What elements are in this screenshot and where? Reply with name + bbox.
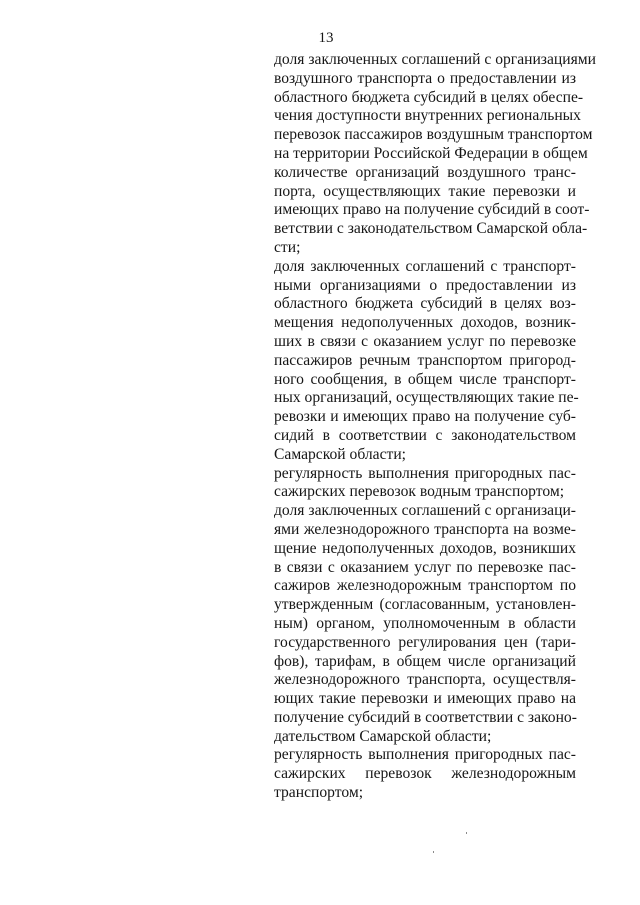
text-line: ными организациями о предоставлении из (274, 276, 576, 294)
text-line: порта, осуществляющих такие перевозки и (274, 182, 576, 200)
text-line: регулярность выполнения пригородных пас- (274, 464, 576, 482)
text-line: имеющих право на получение субсидий в соот- (274, 201, 590, 219)
text-line: щение недополученных доходов, возникших (274, 539, 576, 557)
text-line: ных организаций, осуществляющих такие пе- (274, 389, 579, 407)
text-line: фов), тарифам, в общем числе организаций (274, 652, 576, 670)
text-line: ших в связи с оказанием услуг по перевозке (274, 332, 576, 350)
scan-speck (433, 851, 434, 853)
text-line: перевозок пассажиров воздушным транспортом (274, 126, 593, 144)
text-line: доля заключенных соглашений с транспорт- (274, 257, 576, 275)
text-line: получение субсидий в соответствии с законо- (274, 708, 577, 726)
paragraph-p2 (274, 257, 579, 465)
text-line: железнодорожного транспорта, осуществля- (274, 671, 576, 689)
text-line: сажиров железнодорожным транспортом по (274, 577, 576, 595)
text-line: областного бюджета субсидий в целях воз- (274, 295, 576, 313)
text-line: Самарской области; (274, 445, 407, 463)
text-line: ным) органом, уполномоченным в области (274, 614, 576, 632)
text-line: дательством Самарской области; (274, 727, 492, 745)
text-line: ющих такие перевозки и имеющих право на (274, 690, 576, 708)
document-body (274, 51, 596, 803)
text-line: воздушного транспорта о предоставлении из (274, 69, 576, 87)
text-line: ревозки и имеющих право на получение суб- (274, 408, 576, 426)
text-line: чения доступности внутренних региональных (274, 107, 581, 125)
paragraph-p4 (274, 502, 576, 746)
text-line: на территории Российской Федерации в общем (274, 144, 588, 162)
text-line: областного бюджета субсидий в целях обеспе- (274, 88, 584, 106)
text-line: сидий в соответствии с законодательством (274, 426, 576, 444)
text-line: сажирских перевозок водным транспортом; (274, 483, 565, 501)
text-line: сти; (274, 238, 301, 256)
text-line: регулярность выполнения пригородных пас- (274, 746, 576, 764)
paragraph-p3 (274, 465, 576, 503)
text-line: пассажиров речным транспортом пригород- (274, 351, 576, 369)
text-line: ветствии с законодательством Самарской обла- (274, 220, 588, 238)
text-line: доля заключенных соглашений с организаци- (274, 502, 576, 520)
text-line: в связи с оказанием услуг по перевозке пас- (274, 558, 576, 576)
text-line: доля заключенных соглашений с организациями (274, 51, 596, 68)
text-line: транспортом; (274, 784, 364, 802)
text-line: государственного регулирования цен (тари- (274, 633, 576, 651)
paragraph-p1 (274, 51, 596, 258)
text-line: сажирских перевозок железнодорожным (274, 765, 576, 783)
page-number: 13 (318, 30, 334, 46)
text-line: мещения недополученных доходов, возник- (274, 314, 576, 332)
text-line: количестве организаций воздушного транс- (274, 163, 576, 181)
text-line: утвержденным (согласованным, установлен- (274, 596, 576, 614)
paragraph-p5 (274, 746, 576, 802)
text-line: ями железнодорожного транспорта на возме- (274, 520, 576, 538)
scan-speck (466, 832, 467, 834)
text-line: ного сообщения, в общем числе транспорт- (274, 370, 576, 388)
